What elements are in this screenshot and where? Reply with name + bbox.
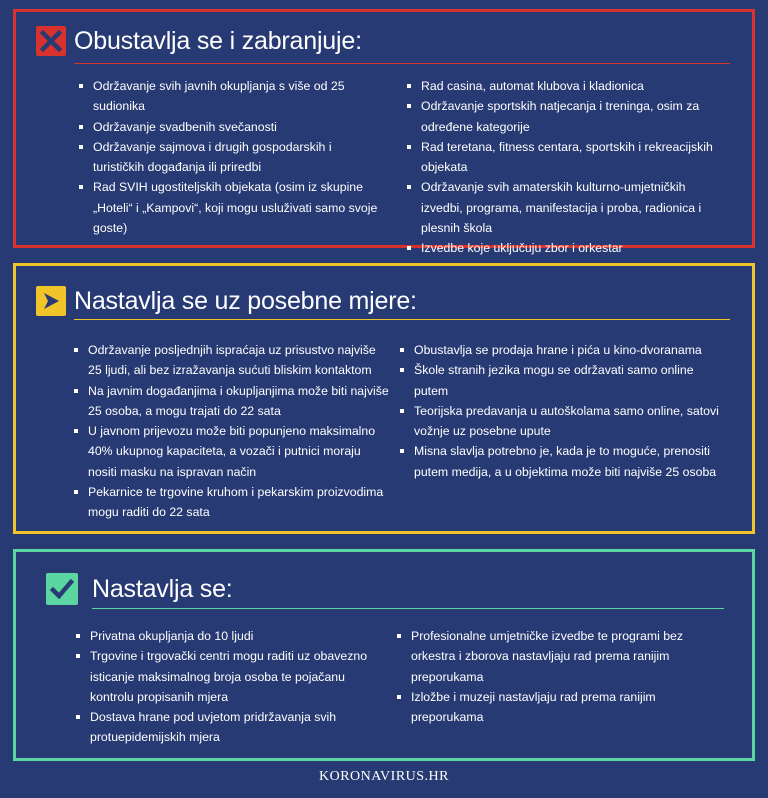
- list-item: Održavanje svih javnih okupljanja s više od 25 sudionika: [79, 76, 379, 117]
- continues-title-row: [46, 573, 233, 605]
- special-measures-panel: [13, 263, 755, 534]
- list-item: Održavanje sportskih natjecanja i treninga, osim za određene kategorije: [407, 96, 727, 137]
- special-title: Nastavlja se uz posebne mjere:: [74, 286, 417, 315]
- list-item: Rad teretana, fitness centara, sportskih i rekreacijskih objekata: [407, 137, 727, 178]
- closed-title-row: [36, 26, 362, 56]
- list-item: Na javnim događanjima i okupljanjima može biti najviše 25 osoba, a mogu trajati do 22 sata: [74, 381, 392, 422]
- closed-list-right: [407, 76, 727, 259]
- list-item: Obustavlja se prodaja hrane i pića u kino-dvoranama: [400, 340, 720, 360]
- continues-list-right: [397, 626, 717, 727]
- continues-title: Nastavlja se:: [92, 574, 233, 603]
- closed-title: Obustavlja se i zabranjuje:: [74, 26, 362, 55]
- continues-divider: [92, 608, 724, 609]
- list-item: Izvedbe koje uključuju zbor i orkestar: [407, 238, 727, 258]
- list-item: Trgovine i trgovački centri mogu raditi uz obavezno isticanje maksimalnog broja osoba te pojačanu kontrolu propisanih mjera: [76, 646, 376, 707]
- arrow-right-icon: [36, 286, 66, 316]
- closed-measures-panel: [13, 9, 755, 256]
- list-item: Izložbe i muzeji nastavljaju rad prema ranijim preporukama: [397, 687, 717, 728]
- continues-panel: [13, 549, 755, 761]
- list-item: Teorijska predavanja u autoškolama samo online, satovi vožnje uz posebne upute: [400, 401, 720, 442]
- continues-list-left: [76, 626, 376, 748]
- checkmark-icon: [46, 573, 78, 605]
- special-list-right: [400, 340, 720, 482]
- list-item: Održavanje posljednjih ispraćaja uz prisustvo najviše 25 ljudi, ali bez izražavanja sućuti bliskim kontaktom: [74, 340, 392, 381]
- special-divider: [74, 319, 730, 320]
- list-item: Održavanje sajmova i drugih gospodarskih i turističkih događanja ili priredbi: [79, 137, 379, 178]
- special-list-left: [74, 340, 392, 523]
- close-x-icon: [36, 26, 66, 56]
- list-item: Misna slavlja potrebno je, kada je to moguće, prenositi putem medija, a u objektima može biti najviše 25 osoba: [400, 441, 720, 482]
- list-item: Rad casina, automat klubova i kladionica: [407, 76, 727, 96]
- footer-site-link[interactable]: KORONAVIRUS.HR: [318, 769, 450, 784]
- list-item: Pekarnice te trgovine kruhom i pekarskim proizvodima mogu raditi do 22 sata: [74, 482, 392, 523]
- closed-list-left: [79, 76, 379, 238]
- closed-divider: [74, 63, 730, 64]
- list-item: Održavanje svadbenih svečanosti: [79, 117, 379, 137]
- special-title-row: [36, 286, 417, 316]
- list-item: Škole stranih jezika mogu se održavati samo online putem: [400, 360, 720, 401]
- list-item: U javnom prijevozu može biti popunjeno maksimalno 40% ukupnog kapaciteta, a vozači i putnici moraju nositi masku na ispravan način: [74, 421, 392, 482]
- list-item: Rad SVIH ugostiteljskih objekata (osim iz skupine „Hoteli“ i „Kampovi“, koji mogu usluživati samo svoje goste): [79, 177, 379, 238]
- list-item: Privatna okupljanja do 10 ljudi: [76, 626, 376, 646]
- list-item: Dostava hrane pod uvjetom pridržavanja svih protuepidemijskih mjera: [76, 707, 376, 748]
- list-item: Profesionalne umjetničke izvedbe te programi bez orkestra i zborova nastavljaju rad prema ranijim preporukama: [397, 626, 717, 687]
- list-item: Održavanje svih amaterskih kulturno-umjetničkih izvedbi, programa, manifestacija i proba, radionica i plesnih škola: [407, 177, 727, 238]
